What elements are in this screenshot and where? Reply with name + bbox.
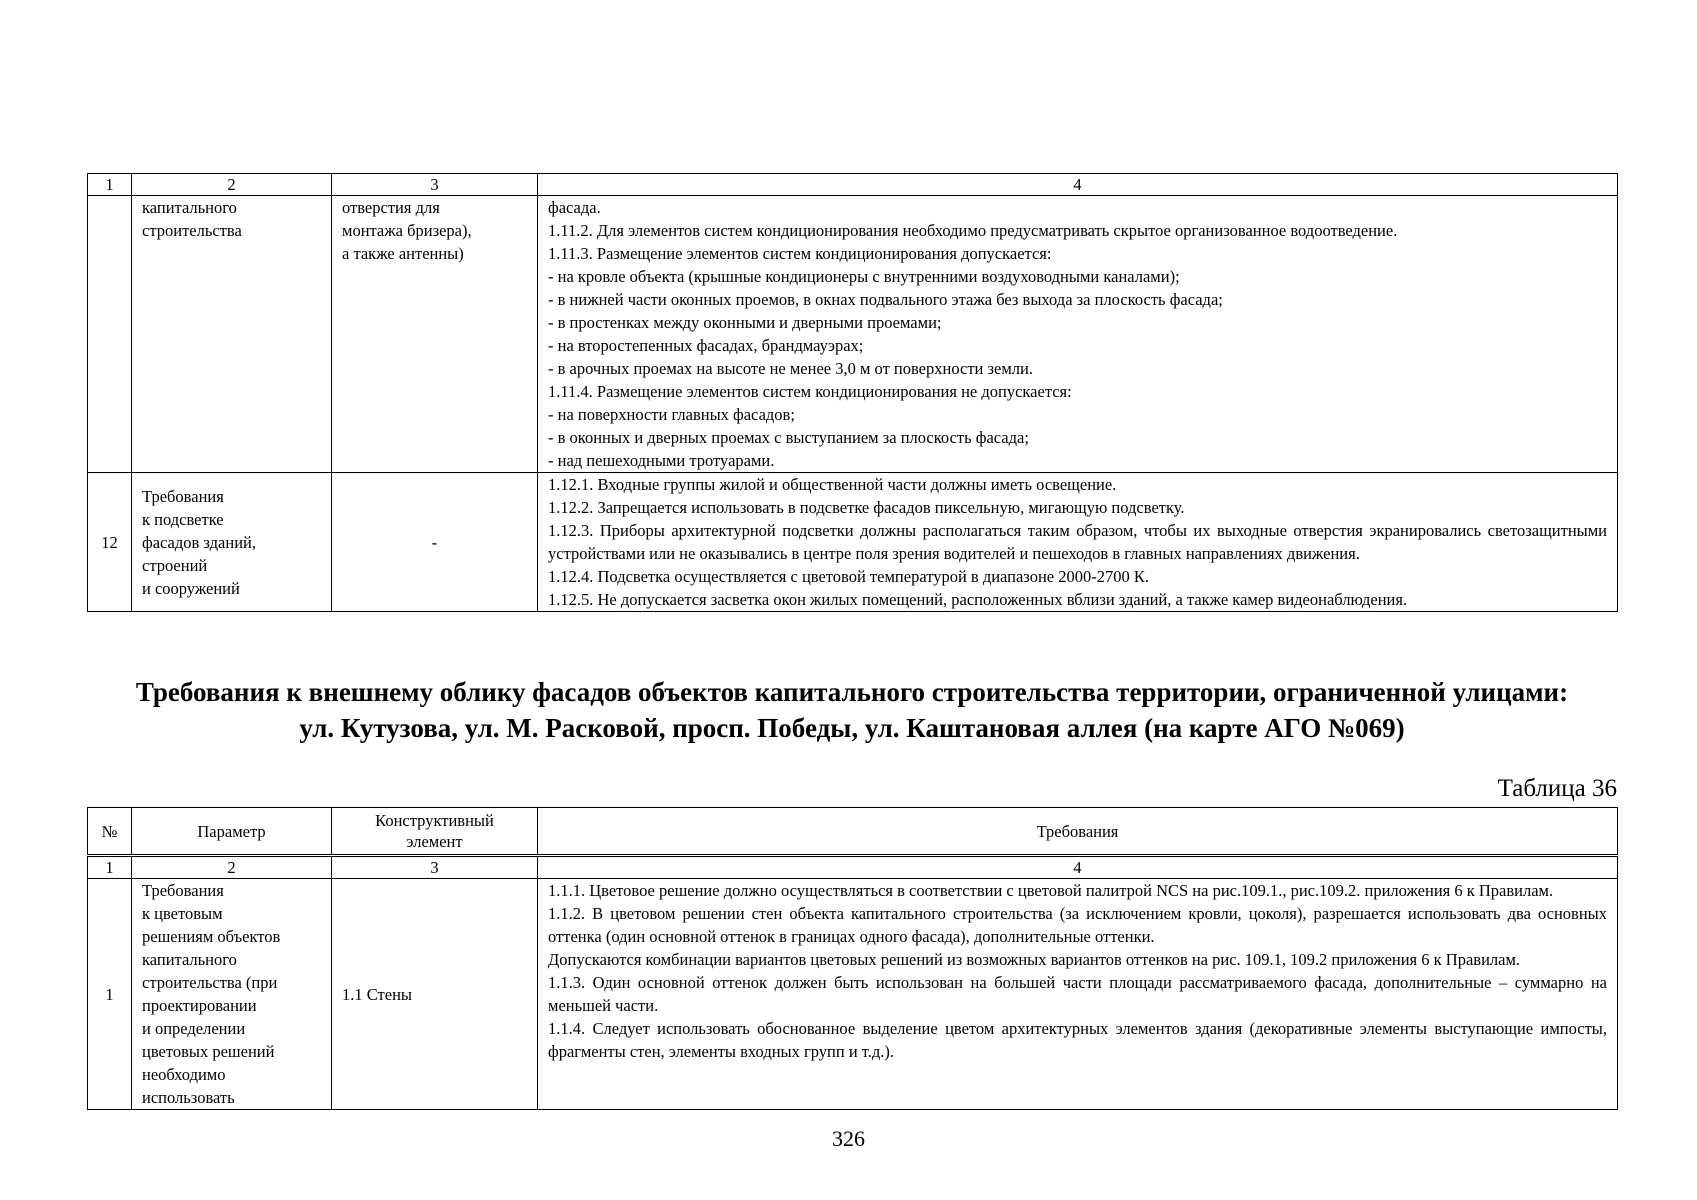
parameter-line: Требования xyxy=(142,486,224,506)
page-number: 326 xyxy=(832,1126,865,1151)
element-line: а также антенны) xyxy=(342,244,464,263)
header-parameter: Параметр xyxy=(132,808,332,856)
element-line: монтажа бризера), xyxy=(342,221,472,240)
parameter-line: строительства xyxy=(142,221,242,240)
column-number: 4 xyxy=(538,174,1618,196)
requirement-line: 1.11.4. Размещение элементов систем кондиционирования не допускается: xyxy=(548,382,1072,401)
parameter-line: Требования xyxy=(142,881,224,900)
parameter-cell xyxy=(132,196,332,473)
requirement-line: - в арочных проемах на высоте не менее 3,0 м от поверхности земли. xyxy=(548,359,1033,378)
column-number: 1 xyxy=(88,856,132,879)
requirement-paragraph: 1.1.4. Следует использовать обоснованное выделение цветом архитектурных элементов здания (декоративные элементы выступающие импосты, фрагменты стен, элементы входных групп и т.д.). xyxy=(548,1019,1607,1061)
parameter-line: и сооружений xyxy=(142,578,240,598)
parameter-line: и определении xyxy=(142,1019,246,1038)
parameter-line: решениям объектов xyxy=(142,927,281,946)
header-requirements: Требования xyxy=(538,808,1618,856)
requirement-line: - на кровле объекта (крышные кондиционеры с внутренними воздуховодными каналами); xyxy=(548,267,1180,286)
element-cell: - xyxy=(332,473,538,612)
row-number-cell xyxy=(88,196,132,473)
requirement-line: - над пешеходными тротуарами. xyxy=(548,451,775,470)
requirement-line: - в оконных и дверных проемах с выступанием за плоскость фасада; xyxy=(548,428,1029,447)
parameter-line: проектировании xyxy=(142,996,257,1015)
parameter-line: необходимо xyxy=(142,1065,226,1084)
requirements-cell xyxy=(538,196,1618,473)
header-element xyxy=(332,808,538,856)
requirement-paragraph: 1.1.3. Один основной оттенок должен быть использован на большей части площади рассматриваемого фасада, дополнительные – суммарно на меньшей части. xyxy=(548,973,1607,1015)
parameter-line: строительства (при xyxy=(142,973,278,992)
row-number: 1 xyxy=(88,879,132,1110)
element-cell: 1.1 Стены xyxy=(332,879,538,1110)
header-element-line: Конструктивный xyxy=(375,811,494,830)
column-number: 3 xyxy=(332,174,538,196)
column-number: 4 xyxy=(538,856,1618,879)
requirement-paragraph: 1.12.5. Не допускается засветка окон жилых помещений, расположенных вблизи зданий, а также камер видеонаблюдения. xyxy=(548,590,1408,609)
requirement-line: - на второстепенных фасадах, брандмауэрах; xyxy=(548,336,864,355)
requirements-table-continued xyxy=(87,173,1618,612)
column-number: 1 xyxy=(88,174,132,196)
requirement-paragraph: 1.12.3. Приборы архитектурной подсветки должны располагаться таким образом, чтобы их выходные отверстия экранировались светозащитными устройствами или не оказывались в центре поля зрения водителей и пешеходов в главных направлениях движения. xyxy=(548,521,1607,563)
parameter-cell xyxy=(132,473,332,612)
table-row-facade-lighting xyxy=(88,473,1618,612)
parameter-line: строений xyxy=(142,555,208,575)
requirement-paragraph: 1.12.4. Подсветка осуществляется с цветовой температурой в диапазоне 2000-2700 К. xyxy=(548,567,1150,586)
requirement-paragraph: 1.1.2. В цветовом решении стен объекта капитального строительства (за исключением кровли, цоколя), разрешается использовать два основных оттенка (один основной оттенок в границах одного фасада), дополнительные оттенки. xyxy=(548,904,1607,946)
table-row-air-conditioning xyxy=(88,196,1618,473)
requirement-line: фасада. xyxy=(548,198,601,217)
parameter-line: к цветовым xyxy=(142,904,223,923)
requirement-paragraph: 1.12.1. Входные группы жилой и общественной части должны иметь освещение. xyxy=(548,475,1117,494)
requirements-cell xyxy=(538,879,1618,1110)
column-number-row xyxy=(88,856,1618,879)
parameter-line: капитального xyxy=(142,198,237,217)
table-caption: Таблица 36 xyxy=(1497,775,1617,802)
header-number: № xyxy=(88,808,132,856)
requirement-line: - в простенках между оконными и дверными проемами; xyxy=(548,313,942,332)
section-title-line: ул. Кутузова, ул. М. Расковой, просп. Победы, ул. Каштановая аллея (на карте АГО №069) xyxy=(299,713,1405,743)
requirement-paragraph: Допускаются комбинации вариантов цветовых решений из возможных вариантов оттенков на рис. 109.1, 109.2 приложения 6 к Правилам. xyxy=(548,950,1521,969)
column-number: 2 xyxy=(132,174,332,196)
parameter-line: капитального xyxy=(142,950,237,969)
element-cell xyxy=(332,196,538,473)
parameter-line: к подсветке xyxy=(142,509,224,529)
requirement-line: 1.11.2. Для элементов систем кондиционирования необходимо предусматривать скрытое организованное водоотведение. xyxy=(548,221,1398,240)
column-number: 2 xyxy=(132,856,332,879)
parameter-line: фасадов зданий, xyxy=(142,532,256,552)
parameter-line: цветовых решений xyxy=(142,1042,275,1061)
table-row-color-solutions xyxy=(88,879,1618,1110)
requirement-paragraph: 1.12.2. Запрещается использовать в подсветке фасадов пиксельную, мигающую подсветку. xyxy=(548,498,1185,517)
section-title xyxy=(87,674,1617,746)
column-number-row xyxy=(88,174,1618,196)
row-number: 12 xyxy=(88,473,132,612)
element-line: отверстия для xyxy=(342,198,440,217)
header-element-line: элемент xyxy=(406,832,463,851)
section-title-line: Требования к внешнему облику фасадов объектов капитального строительства территории, ограниченной улицами: xyxy=(135,677,1569,707)
requirements-cell xyxy=(538,473,1618,612)
parameter-cell xyxy=(132,879,332,1110)
requirement-line: - в нижней части оконных проемов, в окнах подвального этажа без выхода за плоскость фасада; xyxy=(548,290,1223,309)
table-36 xyxy=(87,807,1618,1110)
column-number: 3 xyxy=(332,856,538,879)
parameter-line: использовать xyxy=(142,1088,235,1107)
requirement-line: - на поверхности главных фасадов; xyxy=(548,405,795,424)
requirement-line: 1.11.3. Размещение элементов систем кондиционирования допускается: xyxy=(548,244,1052,263)
requirement-paragraph: 1.1.1. Цветовое решение должно осуществляться в соответствии с цветовой палитрой NCS на рис.109.1., рис.109.2. приложения 6 к Правилам. xyxy=(548,881,1554,900)
table-header-row xyxy=(88,808,1618,856)
